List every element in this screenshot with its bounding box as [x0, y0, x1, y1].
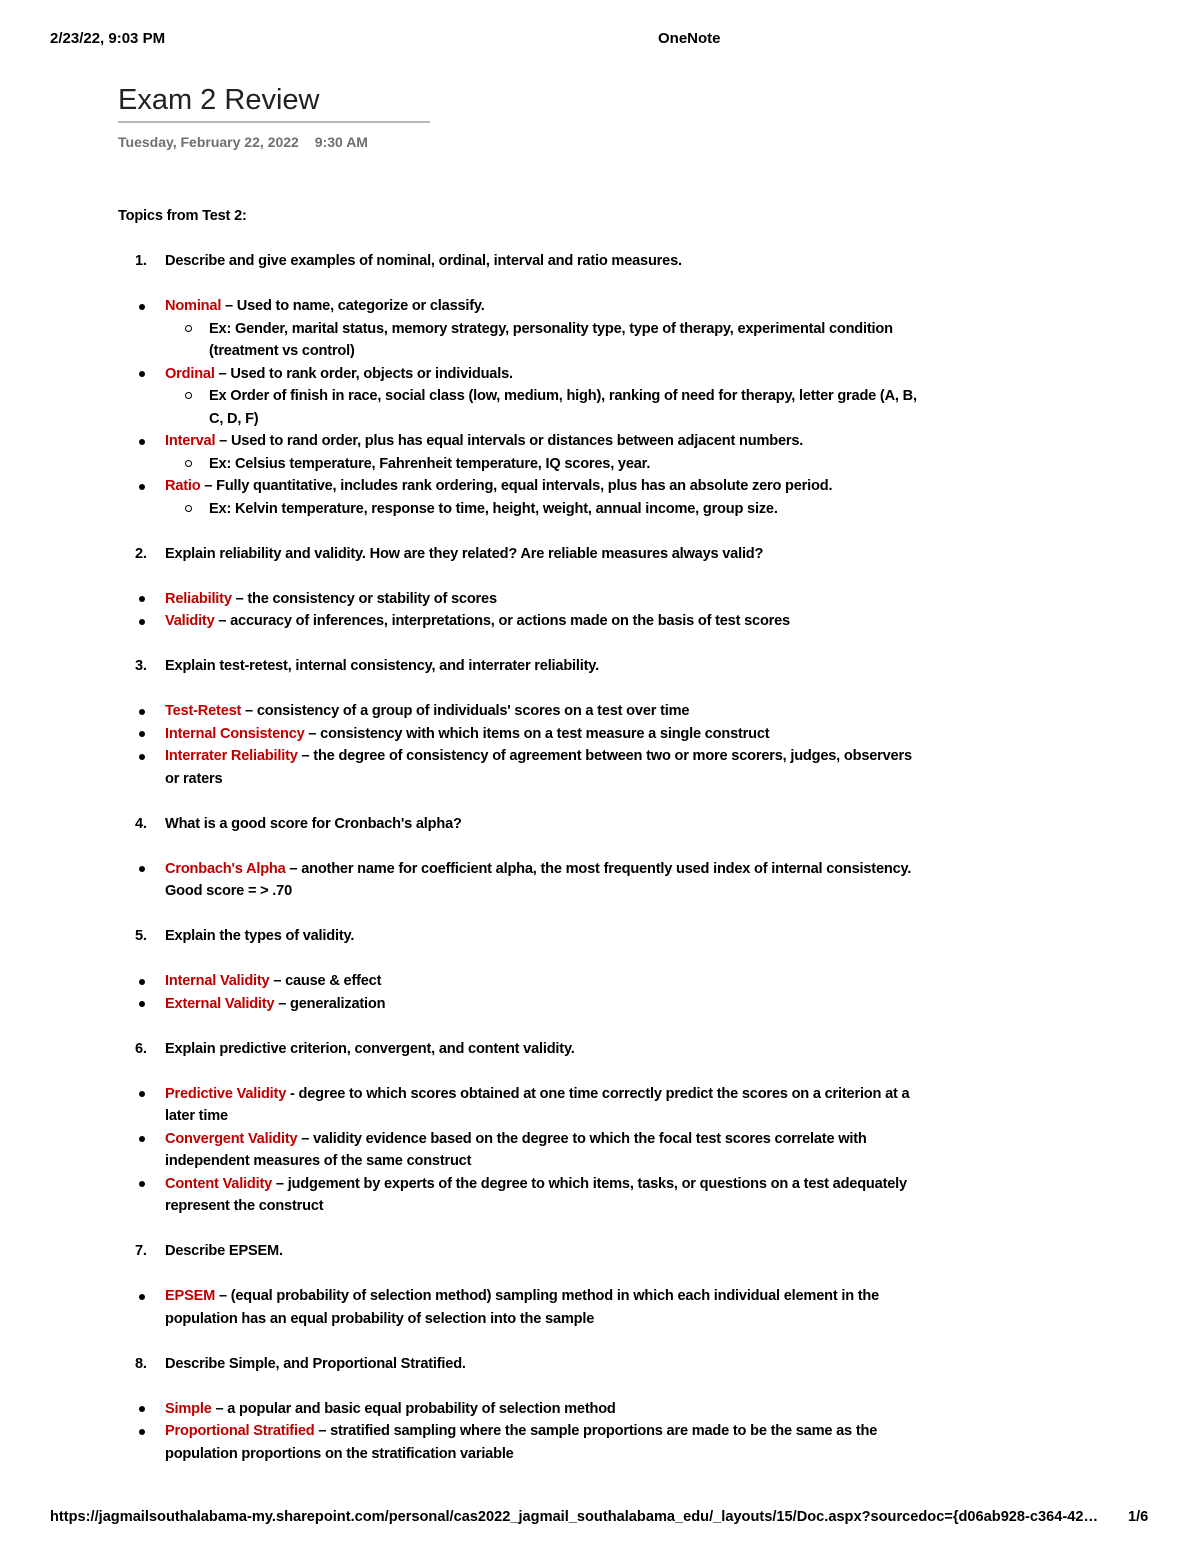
definition: – Used to rand order, plus has equal intervals or distances between adjacent numbers.	[215, 433, 804, 449]
example-list	[165, 453, 918, 476]
term: Internal Validity	[165, 973, 270, 989]
question-number: 2.	[135, 545, 147, 562]
definition: – another name for coefficient alpha, the most frequently used index of internal consistency. Good score = > .70	[165, 860, 912, 899]
term: External Validity	[165, 995, 275, 1012]
page-time: 9:30 AM	[314, 134, 368, 150]
term: EPSEM	[165, 1288, 216, 1304]
example-text: Ex: Gender, marital status, memory strategy, personality type, type of therapy, experimental condition (treatment vs control)	[209, 320, 893, 359]
definition: – consistency of a group of individuals' scores on a test over time	[241, 703, 690, 719]
question-text: Explain reliability and validity. How are they related? Are reliable measures always valid?	[165, 545, 764, 562]
list-item	[118, 1420, 918, 1465]
answer-list	[118, 1083, 918, 1218]
answer-list	[118, 1285, 918, 1330]
list-item	[118, 700, 918, 723]
definition: – cause & effect	[269, 973, 382, 989]
answer-list	[118, 1398, 918, 1466]
answer-list	[118, 970, 918, 1015]
definition: – judgement by experts of the degree to which items, tasks, or questions on a test adequately represent the construct	[165, 1175, 907, 1214]
definition: – generalization	[274, 995, 386, 1012]
hollow-bullet-icon	[185, 460, 192, 467]
definition: – validity evidence based on the degree to which the focal test scores correlate with independent measures of the same construct	[165, 1130, 867, 1169]
question-4	[118, 813, 918, 836]
list-item	[118, 295, 918, 363]
list-item	[118, 723, 918, 746]
page-content	[118, 205, 918, 1465]
term: Proportional Stratified	[165, 1423, 315, 1439]
example-list	[165, 318, 918, 363]
example-item	[165, 385, 918, 430]
question-3	[118, 655, 918, 678]
question-text: Describe Simple, and Proportional Stratified.	[165, 1355, 466, 1372]
bullet-icon	[139, 304, 145, 310]
answer-list	[118, 588, 918, 633]
list-item	[118, 1083, 918, 1128]
term: Reliability	[165, 590, 232, 607]
term: Interrater Reliability	[165, 748, 298, 764]
example-item	[165, 318, 918, 363]
term: Predictive Validity	[165, 1085, 287, 1102]
bullet-icon	[139, 1091, 145, 1097]
definition: – Used to rank order, objects or individuals.	[214, 365, 513, 382]
topics-heading: Topics from Test 2:	[118, 208, 247, 224]
footer-url: https://jagmailsouthalabama-my.sharepoint.com/personal/cas2022_jagmail_southalabama_edu/_layouts/15/Doc.aspx?sourcedoc={d06ab928-c364-42…	[50, 1509, 1099, 1525]
term: Simple	[165, 1400, 212, 1417]
answer-list	[118, 295, 918, 520]
bullet-icon	[139, 439, 145, 445]
term: Nominal	[165, 298, 222, 314]
definition: – a popular and basic equal probability of selection method	[211, 1400, 616, 1417]
definition: – accuracy of inferences, interpretations, or actions made on the basis of test scores	[214, 613, 790, 629]
hollow-bullet-icon	[185, 505, 192, 512]
term: Interval	[165, 433, 216, 449]
question-number: 8.	[135, 1355, 147, 1372]
question-number: 4.	[135, 815, 147, 832]
term: Internal Consistency	[165, 725, 305, 742]
page-date: Tuesday, February 22, 2022	[118, 134, 299, 150]
bullet-icon	[139, 1001, 145, 1007]
question-text: What is a good score for Cronbach's alpha?	[165, 815, 462, 832]
definition: – stratified sampling where the sample proportions are made to be the same as the population proportions on the stratification variable	[165, 1423, 878, 1462]
question-8	[118, 1353, 918, 1376]
bullet-icon	[139, 1136, 145, 1142]
definition: - degree to which scores obtained at one time correctly predict the scores on a criterion at a later time	[165, 1085, 910, 1124]
definition: – consistency with which items on a test measure a single construct	[304, 725, 770, 742]
definition: – (equal probability of selection method) sampling method in which each individual element in the population has an equal probability of selection into the sample	[165, 1288, 880, 1327]
bullet-icon	[139, 484, 145, 490]
question-text: Describe and give examples of nominal, ordinal, interval and ratio measures.	[165, 253, 682, 269]
answer-list	[118, 858, 918, 903]
example-text: Ex Order of finish in race, social class (low, medium, high), ranking of need for therapy, letter grade (A, B, C, D, F)	[209, 388, 917, 427]
question-1	[118, 250, 918, 273]
term: Convergent Validity	[165, 1130, 298, 1147]
list-item	[118, 610, 918, 633]
question-text: Explain predictive criterion, convergent, and content validity.	[165, 1040, 575, 1057]
hollow-bullet-icon	[185, 392, 192, 399]
bullet-icon	[139, 596, 145, 602]
term: Ratio	[165, 478, 201, 494]
bullet-icon	[139, 979, 145, 985]
question-5	[118, 925, 918, 948]
bullet-icon	[139, 1181, 145, 1187]
list-item	[118, 858, 918, 903]
list-item	[118, 1173, 918, 1218]
bullet-icon	[139, 1429, 145, 1435]
page-datetime	[118, 134, 368, 150]
example-list	[165, 385, 918, 430]
bullet-icon	[139, 1294, 145, 1300]
hollow-bullet-icon	[185, 325, 192, 332]
list-item	[118, 363, 918, 431]
list-item	[118, 430, 918, 475]
term: Test-Retest	[165, 703, 242, 719]
list-item	[118, 1128, 918, 1173]
question-6	[118, 1038, 918, 1061]
term: Ordinal	[165, 365, 215, 382]
definition: – Fully quantitative, includes rank ordering, equal intervals, plus has an absolute zero period.	[200, 478, 833, 494]
list-item	[118, 970, 918, 993]
bullet-icon	[139, 1406, 145, 1412]
bullet-icon	[139, 866, 145, 872]
definition: – Used to name, categorize or classify.	[221, 298, 485, 314]
question-number: 5.	[135, 928, 147, 944]
question-number: 7.	[135, 1243, 147, 1259]
list-item	[118, 1398, 918, 1421]
example-list	[165, 498, 918, 521]
print-datetime: 2/23/22, 9:03 PM	[50, 30, 166, 47]
question-number: 3.	[135, 658, 147, 674]
question-text: Describe EPSEM.	[165, 1243, 283, 1259]
bullet-icon	[139, 754, 145, 760]
bullet-icon	[139, 709, 145, 715]
list-item	[118, 588, 918, 611]
term: Content Validity	[165, 1175, 273, 1192]
print-app-name: OneNote	[658, 30, 721, 47]
footer-page-number: 1/6	[1128, 1509, 1149, 1525]
list-item	[118, 745, 918, 790]
list-item	[118, 993, 918, 1016]
list-item	[118, 475, 918, 520]
example-item	[165, 498, 918, 521]
bullet-icon	[139, 371, 145, 377]
term: Cronbach's Alpha	[165, 860, 286, 877]
example-text: Ex: Celsius temperature, Fahrenheit temperature, IQ scores, year.	[209, 455, 651, 472]
question-7	[118, 1240, 918, 1263]
question-2	[118, 543, 918, 566]
term: Validity	[165, 613, 215, 629]
question-number: 1.	[135, 253, 147, 269]
bullet-icon	[139, 619, 145, 625]
definition: – the consistency or stability of scores	[231, 590, 497, 607]
bullet-icon	[139, 731, 145, 737]
example-text: Ex: Kelvin temperature, response to time, height, weight, annual income, group size.	[209, 500, 778, 517]
question-number: 6.	[135, 1040, 147, 1057]
question-text: Explain the types of validity.	[165, 928, 355, 944]
answer-list	[118, 700, 918, 790]
definition: – the degree of consistency of agreement between two or more scorers, judges, observers or raters	[165, 748, 912, 787]
page-title: Exam 2 Review	[118, 84, 430, 123]
list-item	[118, 1285, 918, 1330]
question-text: Explain test-retest, internal consistency, and interrater reliability.	[165, 658, 599, 674]
example-item	[165, 453, 918, 476]
